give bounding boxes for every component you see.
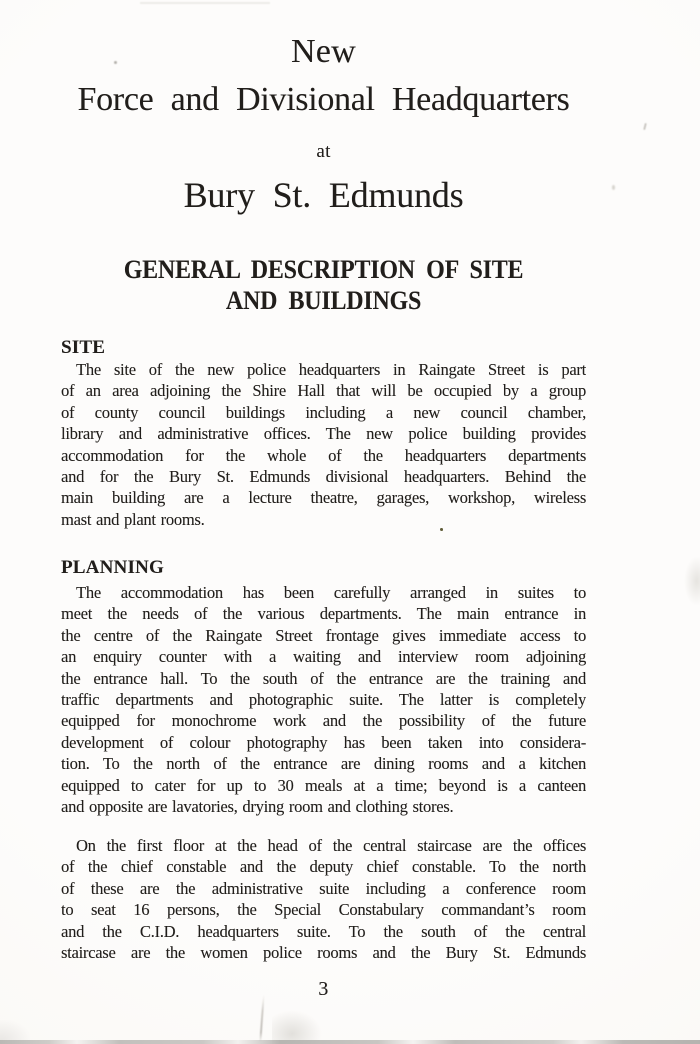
text-line: traffic departments and photographic suite. The latter is completely <box>61 689 586 709</box>
text-line: of these are the administrative suite including a conference room <box>61 878 586 898</box>
scan-speck <box>643 123 647 130</box>
title-line-new: New <box>290 33 357 70</box>
planning-section-heading: PLANNING <box>61 557 164 578</box>
text-line: accommodation for the whole of the headquarters departments <box>61 445 586 465</box>
scan-smudge <box>0 1020 30 1044</box>
text-line: tion. To the north of the entrance are dining rooms and a kitchen <box>61 754 586 774</box>
text-line: The site of the new police headquarters in Raingate Street is part <box>76 360 586 379</box>
text-line: main building are a lecture theatre, garages, workshop, wireless <box>61 488 586 508</box>
text-line: the entrance hall. To the south of the entrance are the training and <box>61 668 586 688</box>
text-line: of an area adjoining the Shire Hall that will be occupied by a group <box>61 381 586 401</box>
main-heading-line-2: AND BUILDINGS <box>225 286 422 315</box>
text-line: equipped to cater for up to 30 meals at a time; beyond is a canteen <box>61 775 586 795</box>
title-connector-at: at <box>316 141 331 162</box>
scan-smudge <box>684 556 700 606</box>
text-column <box>61 0 586 1044</box>
main-heading-line-1: GENERAL DESCRIPTION OF SITE <box>123 255 524 284</box>
site-section-heading: SITE <box>61 337 106 358</box>
text-line: the centre of the Raingate Street frontage gives immediate access to <box>61 625 586 645</box>
planning-paragraph-1 <box>61 582 586 817</box>
text-line: equipped for monochrome work and the possibility of the future <box>61 711 586 731</box>
text-line: of the chief constable and the deputy chief constable. To the north <box>61 857 586 877</box>
scan-speck <box>612 185 615 190</box>
text-line: and opposite are lavatories, drying room and clothing stores. <box>61 796 454 816</box>
text-line: and for the Bury St. Edmunds divisional headquarters. Behind the <box>61 466 586 486</box>
text-line: an enquiry counter with a waiting and interview room adjoining <box>61 647 586 667</box>
general-description-heading <box>82 254 565 316</box>
title-line-bury: Bury St. Edmunds <box>183 175 464 215</box>
text-line: staircase are the women police rooms and the Bury St. Edmunds <box>61 942 586 962</box>
text-line: library and administrative offices. The new police building provides <box>61 424 586 444</box>
text-line: and the C.I.D. headquarters suite. To the south of the central <box>61 921 586 941</box>
text-line: development of colour photography has been taken into considera- <box>61 732 586 752</box>
text-line: On the first floor at the head of the central staircase are the offices <box>76 836 586 855</box>
title-line-force: Force and Divisional Headquarters <box>77 81 570 118</box>
text-line: of county council buildings including a new council chamber, <box>61 402 586 422</box>
text-line: meet the needs of the various departments. The main entrance in <box>61 604 586 624</box>
text-line: The accommodation has been carefully arranged in suites to <box>76 583 586 602</box>
text-line: to seat 16 persons, the Special Constabulary commandant’s room <box>61 900 586 920</box>
page-number: 3 <box>318 978 329 1000</box>
planning-paragraph-2 <box>61 835 586 963</box>
text-line: mast and plant rooms. <box>61 509 205 529</box>
site-paragraph <box>61 359 586 530</box>
